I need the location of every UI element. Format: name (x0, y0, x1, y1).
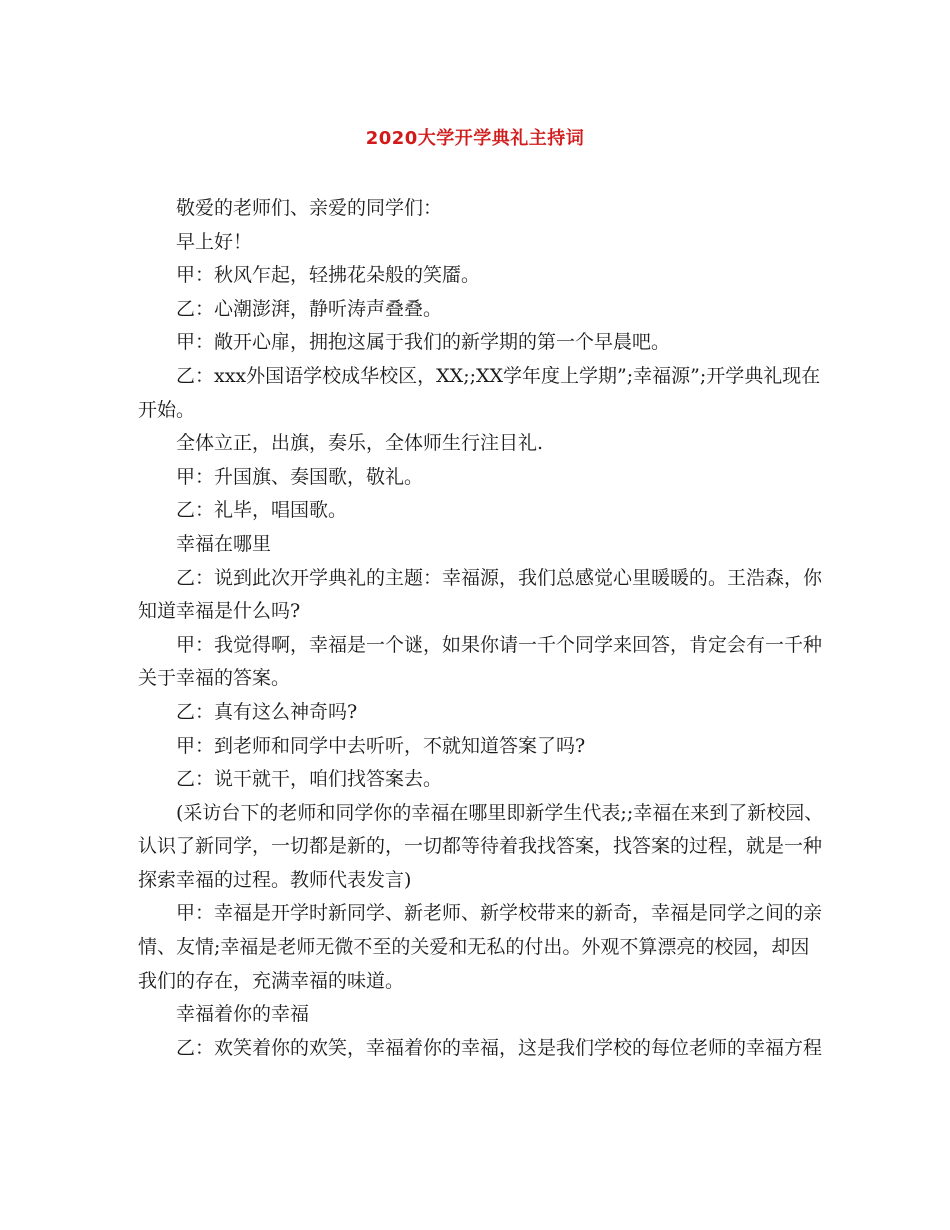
paragraph: 乙：欢笑着你的欢笑，幸福着你的幸福，这是我们学校的每位老师的幸福方程 (176, 1036, 823, 1059)
section-heading: 幸福着你的幸福 (176, 1003, 310, 1026)
paragraph: 甲：我觉得啊，幸福是一个谜，如果你请一千个同学来回答，肯定会有一千种关于幸福的答案。 (138, 633, 823, 690)
paragraph: 乙：说干就干，咱们找答案去。 (176, 768, 443, 791)
paragraph: 早上好！ (176, 230, 253, 253)
paragraph: 乙：真有这么神奇吗? (176, 700, 358, 723)
paragraph: 乙：礼毕，唱国歌。 (176, 499, 348, 522)
paragraph: 甲：幸福是开学时新同学、新老师、新学校带来的新奇，幸福是同学之间的亲情、友情;幸福是老师无微不至的关爱和无私的付出。外观不算漂亮的校园，却因我们的存在，充满幸福的味道。 (138, 902, 823, 992)
paragraph: 乙：说到此次开学典礼的主题：幸福源，我们总感觉心里暖暖的。王浩森，你知道幸福是什么吗? (138, 566, 823, 623)
paragraph: (采访台下的老师和同学你的幸福在哪里即新学生代表;;幸福在来到了新校园、认识了新同学，一切都是新的，一切都等待着我找答案，找答案的过程，就是一种探索幸福的过程。教师代表发言) (138, 801, 824, 891)
paragraph: 敬爱的老师们、亲爱的同学们： (176, 197, 443, 219)
document-title: 2020大学开学典礼主持词 (365, 128, 585, 149)
paragraph: 甲：到老师和同学中去听听，不就知道答案了吗? (176, 734, 586, 757)
paragraph: 全体立正，出旗，奏乐，全体师生行注目礼. (176, 432, 544, 455)
document-body (138, 192, 828, 1065)
paragraph: 甲：敞开心扉，拥抱这属于我们的新学期的第一个早晨吧。 (176, 331, 671, 354)
paragraph: 乙：xxx外国语学校成华校区，XX;;XX学年度上学期”;幸福源”;开学典礼现在开始。 (138, 364, 821, 421)
paragraph: 乙：心潮澎湃，静听涛声叠叠。 (176, 297, 443, 320)
section-heading: 幸福在哪里 (176, 532, 272, 555)
paragraph: 甲：秋风乍起，轻拂花朵般的笑靥。 (176, 264, 481, 287)
paragraph: 甲：升国旗、奏国歌，敬礼。 (176, 465, 424, 488)
